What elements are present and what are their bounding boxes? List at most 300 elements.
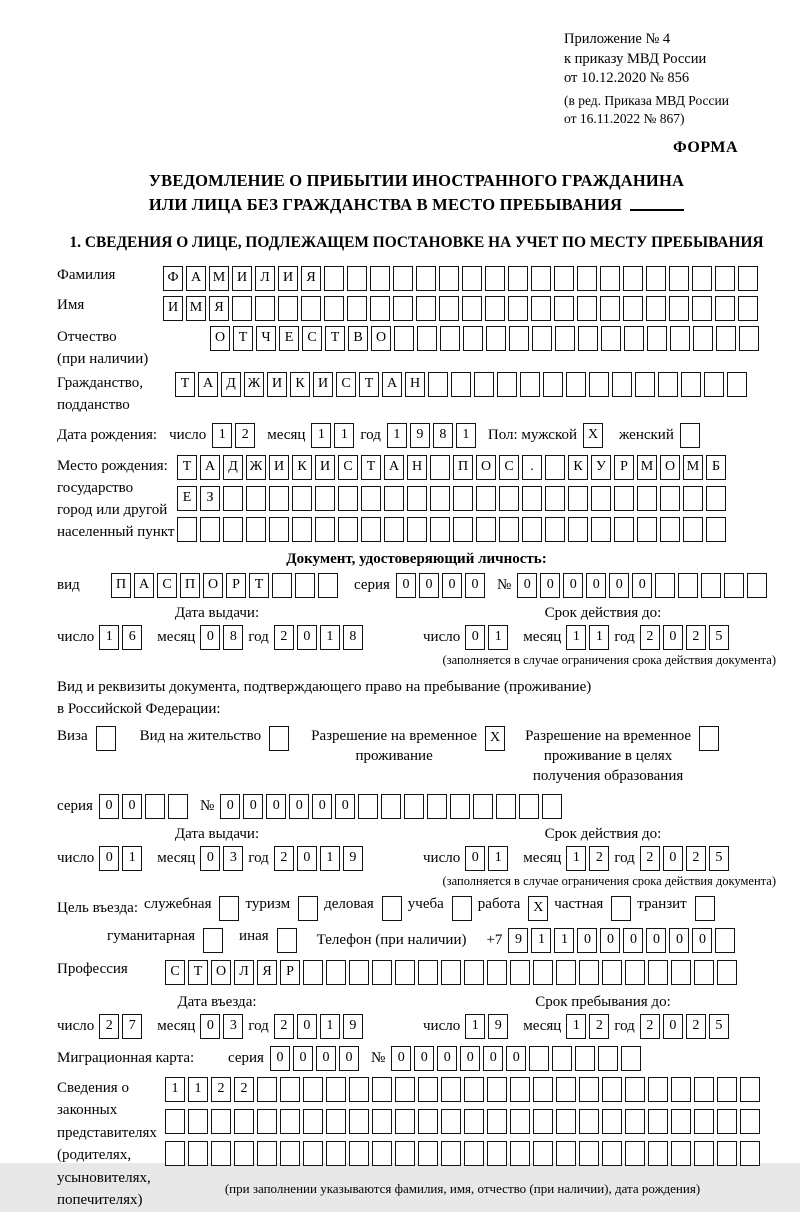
char-box[interactable] (648, 960, 668, 985)
char-box[interactable]: 1 (122, 846, 142, 871)
char-box[interactable] (625, 1077, 645, 1102)
char-box[interactable]: 2 (274, 625, 294, 650)
char-box[interactable]: А (384, 455, 404, 480)
char-box[interactable]: 0 (200, 846, 220, 871)
char-box[interactable]: 0 (297, 1014, 317, 1039)
char-box[interactable] (278, 296, 298, 321)
char-box[interactable]: . (522, 455, 542, 480)
char-box[interactable]: 1 (488, 846, 508, 871)
char-box[interactable] (671, 1109, 691, 1134)
char-box[interactable] (554, 266, 574, 291)
char-box[interactable] (522, 486, 542, 511)
char-box[interactable]: 2 (686, 1014, 706, 1039)
char-box[interactable] (545, 486, 565, 511)
char-box[interactable] (602, 1141, 622, 1166)
char-box[interactable] (678, 573, 698, 598)
char-box[interactable]: М (683, 455, 703, 480)
char-box[interactable]: 3 (223, 846, 243, 871)
char-box[interactable] (646, 296, 666, 321)
char-box[interactable]: И (278, 266, 298, 291)
char-box[interactable] (724, 573, 744, 598)
char-box[interactable] (623, 266, 643, 291)
char-box[interactable]: 0 (266, 794, 286, 819)
char-box[interactable]: П (180, 573, 200, 598)
char-box[interactable] (395, 1141, 415, 1166)
char-box[interactable]: 1 (589, 625, 609, 650)
char-box[interactable] (591, 517, 611, 542)
char-box[interactable]: 0 (663, 625, 683, 650)
char-box[interactable] (303, 1077, 323, 1102)
char-box[interactable] (269, 517, 289, 542)
char-box[interactable] (464, 1109, 484, 1134)
char-box[interactable]: 9 (488, 1014, 508, 1039)
char-box[interactable]: 5 (709, 846, 729, 871)
char-box[interactable]: П (111, 573, 131, 598)
char-box[interactable] (658, 372, 678, 397)
char-box[interactable] (543, 372, 563, 397)
char-box[interactable]: Л (255, 266, 275, 291)
char-box[interactable] (716, 326, 736, 351)
char-box[interactable] (579, 1109, 599, 1134)
char-box[interactable]: 0 (623, 928, 643, 953)
char-box[interactable] (579, 1141, 599, 1166)
char-box[interactable] (542, 794, 562, 819)
char-box[interactable] (647, 326, 667, 351)
char-box[interactable] (589, 372, 609, 397)
char-box[interactable] (717, 1077, 737, 1102)
char-box[interactable]: С (336, 372, 356, 397)
char-box[interactable]: 0 (586, 573, 606, 598)
char-box[interactable] (545, 455, 565, 480)
char-box[interactable] (417, 326, 437, 351)
char-box[interactable] (418, 1109, 438, 1134)
char-box[interactable] (683, 517, 703, 542)
char-box[interactable]: 1 (531, 928, 551, 953)
char-box[interactable]: 0 (200, 625, 220, 650)
char-box[interactable]: К (292, 455, 312, 480)
char-box[interactable] (292, 517, 312, 542)
char-box[interactable] (487, 1077, 507, 1102)
char-box[interactable]: 8 (433, 423, 453, 448)
char-box[interactable]: Р (226, 573, 246, 598)
char-box[interactable] (427, 794, 447, 819)
char-box[interactable]: 0 (316, 1046, 336, 1071)
char-box[interactable]: О (660, 455, 680, 480)
char-box[interactable]: 0 (297, 625, 317, 650)
char-box[interactable] (462, 266, 482, 291)
char-box[interactable]: 0 (506, 1046, 526, 1071)
char-box[interactable] (451, 372, 471, 397)
char-box[interactable] (529, 1046, 549, 1071)
char-box[interactable] (566, 372, 586, 397)
char-box[interactable] (614, 486, 634, 511)
char-box[interactable] (234, 1109, 254, 1134)
char-box[interactable] (257, 1109, 277, 1134)
char-box[interactable] (499, 517, 519, 542)
char-box[interactable]: 0 (540, 573, 560, 598)
char-box[interactable]: Р (614, 455, 634, 480)
char-box[interactable]: Д (223, 455, 243, 480)
char-box[interactable]: 9 (508, 928, 528, 953)
char-box[interactable] (145, 794, 165, 819)
char-box[interactable]: 0 (335, 794, 355, 819)
char-box[interactable] (404, 794, 424, 819)
char-box[interactable]: 1 (566, 1014, 586, 1039)
char-box[interactable] (648, 1109, 668, 1134)
char-box[interactable] (441, 960, 461, 985)
char-box[interactable]: 1 (334, 423, 354, 448)
char-box[interactable]: А (134, 573, 154, 598)
char-box[interactable]: И (269, 455, 289, 480)
char-box[interactable]: 1 (99, 625, 119, 650)
char-box[interactable]: Т (175, 372, 195, 397)
char-box[interactable]: 0 (460, 1046, 480, 1071)
char-box[interactable] (223, 517, 243, 542)
char-box[interactable]: 0 (577, 928, 597, 953)
char-box[interactable] (635, 372, 655, 397)
char-box[interactable]: И (232, 266, 252, 291)
char-box[interactable] (692, 296, 712, 321)
char-box[interactable] (223, 486, 243, 511)
char-box[interactable] (418, 1141, 438, 1166)
char-box[interactable] (395, 1077, 415, 1102)
char-box[interactable] (681, 372, 701, 397)
char-box[interactable] (556, 960, 576, 985)
char-box[interactable]: О (211, 960, 231, 985)
char-box[interactable]: Ф (163, 266, 183, 291)
char-box[interactable] (577, 296, 597, 321)
char-box[interactable]: К (568, 455, 588, 480)
char-box[interactable] (637, 486, 657, 511)
char-box[interactable] (694, 1109, 714, 1134)
char-box[interactable] (473, 794, 493, 819)
char-box[interactable]: 1 (566, 625, 586, 650)
checkbox-box[interactable]: X (528, 896, 548, 921)
char-box[interactable] (614, 517, 634, 542)
checkbox-box[interactable] (695, 896, 715, 921)
char-box[interactable]: 9 (410, 423, 430, 448)
char-box[interactable]: 0 (220, 794, 240, 819)
char-box[interactable]: У (591, 455, 611, 480)
char-box[interactable]: В (348, 326, 368, 351)
char-box[interactable]: О (210, 326, 230, 351)
char-box[interactable] (257, 1077, 277, 1102)
char-box[interactable]: 0 (563, 573, 583, 598)
char-box[interactable]: 5 (709, 625, 729, 650)
char-box[interactable] (715, 928, 735, 953)
char-box[interactable] (440, 326, 460, 351)
char-box[interactable]: 0 (270, 1046, 290, 1071)
checkbox-box[interactable] (699, 726, 719, 751)
char-box[interactable]: Е (177, 486, 197, 511)
char-box[interactable] (568, 486, 588, 511)
char-box[interactable]: С (302, 326, 322, 351)
char-box[interactable] (625, 1109, 645, 1134)
char-box[interactable]: 1 (311, 423, 331, 448)
char-box[interactable] (531, 296, 551, 321)
char-box[interactable] (295, 573, 315, 598)
char-box[interactable] (372, 1109, 392, 1134)
char-box[interactable] (234, 1141, 254, 1166)
char-box[interactable] (464, 960, 484, 985)
char-box[interactable] (441, 1109, 461, 1134)
char-box[interactable]: 0 (437, 1046, 457, 1071)
char-box[interactable] (578, 326, 598, 351)
char-box[interactable] (200, 517, 220, 542)
char-box[interactable] (591, 486, 611, 511)
char-box[interactable] (625, 960, 645, 985)
char-box[interactable]: 0 (293, 1046, 313, 1071)
char-box[interactable]: С (165, 960, 185, 985)
char-box[interactable]: 2 (640, 1014, 660, 1039)
char-box[interactable] (670, 326, 690, 351)
char-box[interactable] (727, 372, 747, 397)
char-box[interactable] (280, 1077, 300, 1102)
char-box[interactable] (395, 1109, 415, 1134)
char-box[interactable] (532, 326, 552, 351)
char-box[interactable] (533, 1141, 553, 1166)
char-box[interactable] (556, 1141, 576, 1166)
char-box[interactable] (393, 296, 413, 321)
char-box[interactable]: 0 (99, 794, 119, 819)
char-box[interactable]: 9 (343, 846, 363, 871)
char-box[interactable] (510, 960, 530, 985)
char-box[interactable]: 2 (686, 846, 706, 871)
char-box[interactable] (531, 266, 551, 291)
char-box[interactable] (303, 960, 323, 985)
char-box[interactable] (395, 960, 415, 985)
char-box[interactable] (671, 1141, 691, 1166)
char-box[interactable]: Т (177, 455, 197, 480)
char-box[interactable] (372, 1141, 392, 1166)
char-box[interactable] (439, 296, 459, 321)
char-box[interactable] (384, 517, 404, 542)
char-box[interactable] (487, 1141, 507, 1166)
char-box[interactable] (715, 266, 735, 291)
char-box[interactable]: Б (706, 455, 726, 480)
char-box[interactable]: И (163, 296, 183, 321)
char-box[interactable] (384, 486, 404, 511)
char-box[interactable]: 2 (234, 1077, 254, 1102)
char-box[interactable] (280, 1141, 300, 1166)
char-box[interactable] (717, 1141, 737, 1166)
char-box[interactable] (347, 296, 367, 321)
char-box[interactable]: М (637, 455, 657, 480)
char-box[interactable]: Т (361, 455, 381, 480)
char-box[interactable]: 0 (243, 794, 263, 819)
char-box[interactable] (211, 1109, 231, 1134)
char-box[interactable]: Т (249, 573, 269, 598)
char-box[interactable] (292, 486, 312, 511)
char-box[interactable]: Я (209, 296, 229, 321)
checkbox-box[interactable] (96, 726, 116, 751)
char-box[interactable] (579, 960, 599, 985)
char-box[interactable]: 1 (188, 1077, 208, 1102)
char-box[interactable] (533, 1109, 553, 1134)
char-box[interactable] (740, 1109, 760, 1134)
char-box[interactable] (372, 960, 392, 985)
char-box[interactable] (598, 1046, 618, 1071)
char-box[interactable] (625, 1141, 645, 1166)
char-box[interactable] (740, 1077, 760, 1102)
char-box[interactable]: 1 (320, 1014, 340, 1039)
char-box[interactable] (463, 326, 483, 351)
char-box[interactable]: 0 (609, 573, 629, 598)
char-box[interactable] (349, 1141, 369, 1166)
char-box[interactable] (648, 1077, 668, 1102)
char-box[interactable]: 1 (456, 423, 476, 448)
char-box[interactable]: Н (407, 455, 427, 480)
checkbox-box[interactable] (382, 896, 402, 921)
char-box[interactable]: Ж (244, 372, 264, 397)
char-box[interactable] (694, 960, 714, 985)
char-box[interactable]: 0 (99, 846, 119, 871)
char-box[interactable] (648, 1141, 668, 1166)
char-box[interactable] (430, 517, 450, 542)
char-box[interactable]: 0 (663, 846, 683, 871)
char-box[interactable]: 1 (465, 1014, 485, 1039)
char-box[interactable] (717, 1109, 737, 1134)
char-box[interactable] (671, 1077, 691, 1102)
char-box[interactable] (165, 1109, 185, 1134)
char-box[interactable] (450, 794, 470, 819)
char-box[interactable]: 0 (465, 625, 485, 650)
char-box[interactable]: 1 (488, 625, 508, 650)
char-box[interactable] (508, 296, 528, 321)
char-box[interactable] (669, 266, 689, 291)
char-box[interactable]: Т (325, 326, 345, 351)
char-box[interactable] (246, 517, 266, 542)
char-box[interactable] (683, 486, 703, 511)
char-box[interactable]: 0 (669, 928, 689, 953)
char-box[interactable] (303, 1109, 323, 1134)
char-box[interactable] (441, 1077, 461, 1102)
char-box[interactable] (168, 794, 188, 819)
char-box[interactable]: 3 (223, 1014, 243, 1039)
char-box[interactable] (476, 517, 496, 542)
char-box[interactable]: 2 (274, 1014, 294, 1039)
char-box[interactable]: Т (188, 960, 208, 985)
char-box[interactable]: О (371, 326, 391, 351)
char-box[interactable]: 2 (211, 1077, 231, 1102)
char-box[interactable]: 0 (419, 573, 439, 598)
char-box[interactable] (740, 1141, 760, 1166)
char-box[interactable] (694, 1141, 714, 1166)
char-box[interactable] (315, 486, 335, 511)
char-box[interactable] (464, 1141, 484, 1166)
char-box[interactable]: И (313, 372, 333, 397)
char-box[interactable] (318, 573, 338, 598)
char-box[interactable] (232, 296, 252, 321)
char-box[interactable] (418, 1077, 438, 1102)
char-box[interactable]: 1 (165, 1077, 185, 1102)
char-box[interactable] (602, 960, 622, 985)
char-box[interactable]: 2 (640, 846, 660, 871)
char-box[interactable] (393, 266, 413, 291)
char-box[interactable]: 1 (387, 423, 407, 448)
char-box[interactable] (326, 1141, 346, 1166)
char-box[interactable] (552, 1046, 572, 1071)
char-box[interactable] (211, 1141, 231, 1166)
char-box[interactable]: 8 (343, 625, 363, 650)
char-box[interactable] (555, 326, 575, 351)
char-box[interactable] (301, 296, 321, 321)
char-box[interactable]: И (315, 455, 335, 480)
char-box[interactable]: Е (279, 326, 299, 351)
char-box[interactable]: 0 (517, 573, 537, 598)
char-box[interactable] (361, 517, 381, 542)
char-box[interactable]: 7 (122, 1014, 142, 1039)
char-box[interactable]: 0 (200, 1014, 220, 1039)
char-box[interactable] (660, 486, 680, 511)
char-box[interactable]: 0 (289, 794, 309, 819)
checkbox-box[interactable] (203, 928, 223, 953)
char-box[interactable] (655, 573, 675, 598)
char-box[interactable]: 0 (483, 1046, 503, 1071)
char-box[interactable] (326, 1109, 346, 1134)
checkbox-box[interactable] (277, 928, 297, 953)
char-box[interactable]: 0 (312, 794, 332, 819)
char-box[interactable] (485, 296, 505, 321)
char-box[interactable] (510, 1141, 530, 1166)
char-box[interactable] (602, 1077, 622, 1102)
char-box[interactable] (601, 326, 621, 351)
char-box[interactable] (246, 486, 266, 511)
char-box[interactable]: Т (233, 326, 253, 351)
char-box[interactable] (349, 960, 369, 985)
char-box[interactable] (646, 266, 666, 291)
char-box[interactable] (370, 266, 390, 291)
char-box[interactable]: 0 (692, 928, 712, 953)
char-box[interactable] (485, 266, 505, 291)
char-box[interactable] (747, 573, 767, 598)
char-box[interactable] (556, 1077, 576, 1102)
char-box[interactable]: А (200, 455, 220, 480)
char-box[interactable]: Я (301, 266, 321, 291)
char-box[interactable] (706, 517, 726, 542)
checkbox-box[interactable]: X (583, 423, 603, 448)
char-box[interactable] (694, 1077, 714, 1102)
char-box[interactable]: О (203, 573, 223, 598)
char-box[interactable] (464, 1077, 484, 1102)
char-box[interactable]: 2 (99, 1014, 119, 1039)
char-box[interactable]: 9 (343, 1014, 363, 1039)
char-box[interactable] (453, 486, 473, 511)
char-box[interactable] (600, 296, 620, 321)
char-box[interactable] (416, 296, 436, 321)
char-box[interactable] (487, 1109, 507, 1134)
char-box[interactable]: Ж (246, 455, 266, 480)
char-box[interactable]: С (499, 455, 519, 480)
char-box[interactable] (739, 326, 759, 351)
char-box[interactable] (509, 326, 529, 351)
char-box[interactable] (669, 296, 689, 321)
char-box[interactable] (407, 517, 427, 542)
char-box[interactable]: 8 (223, 625, 243, 650)
char-box[interactable] (577, 266, 597, 291)
char-box[interactable] (257, 1141, 277, 1166)
char-box[interactable]: П (453, 455, 473, 480)
char-box[interactable] (474, 372, 494, 397)
char-box[interactable] (579, 1077, 599, 1102)
char-box[interactable] (717, 960, 737, 985)
char-box[interactable]: С (338, 455, 358, 480)
char-box[interactable] (441, 1141, 461, 1166)
char-box[interactable] (624, 326, 644, 351)
char-box[interactable] (280, 1109, 300, 1134)
char-box[interactable]: 2 (235, 423, 255, 448)
char-box[interactable]: З (200, 486, 220, 511)
